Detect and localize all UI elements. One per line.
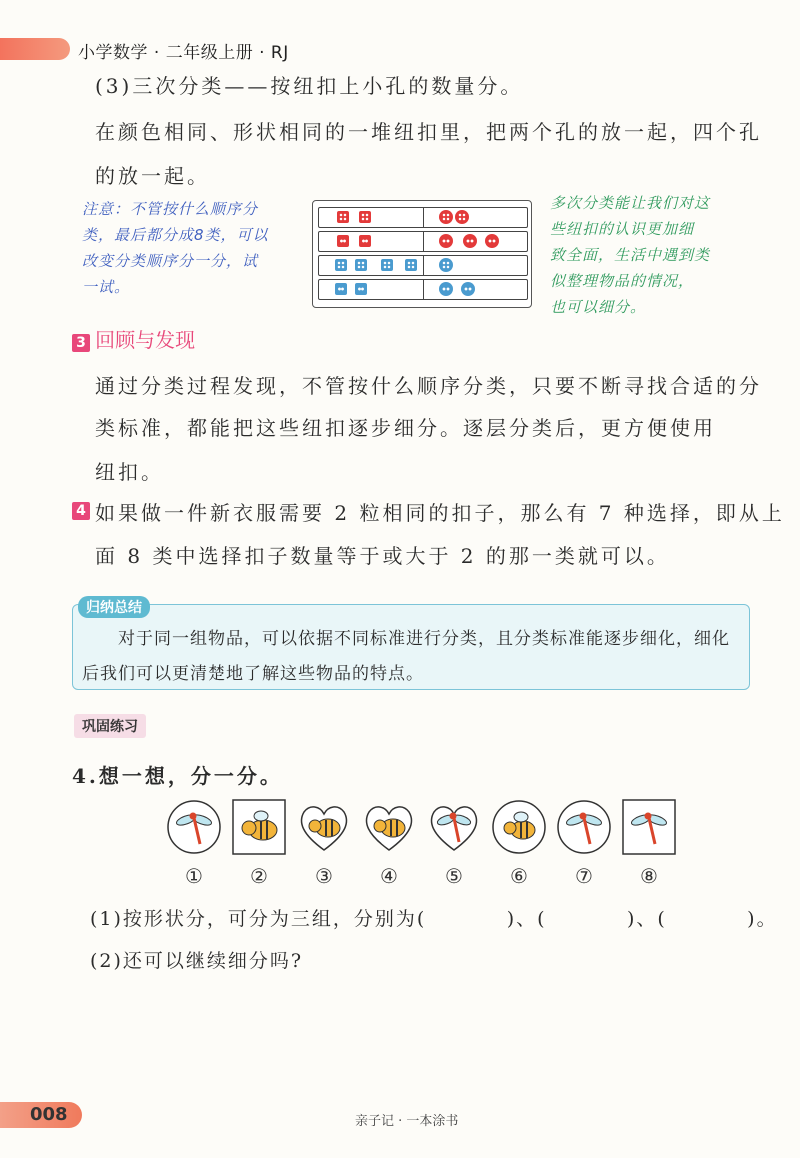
part3-title: (3)三次分类——按纽扣上小孔的数量分。 <box>95 74 524 98</box>
button-row-blue-two <box>318 279 528 300</box>
review-line: 类标准，都能把这些纽扣逐步细分。逐层分类后，更方便使用 <box>95 416 716 440</box>
blue-round-button-icon <box>461 282 475 296</box>
picture-label: ⑥ <box>510 864 528 888</box>
picture-label: ⑦ <box>575 864 593 888</box>
practice-q2: (2)还可以继续细分吗? <box>90 950 304 972</box>
dragonfly-in-square-icon <box>621 798 677 856</box>
review-number: 3 <box>72 334 90 352</box>
blue-square-button-icon <box>405 259 417 271</box>
summary-line: 后我们可以更清楚地了解这些物品的特点。 <box>82 664 424 684</box>
step4-number-box <box>72 500 90 520</box>
blue-square-button-icon <box>335 259 347 271</box>
red-square-button-icon <box>337 211 349 223</box>
red-square-button-icon <box>337 235 349 247</box>
page-number: 008 <box>30 1104 68 1125</box>
red-round-button-icon <box>439 210 453 224</box>
red-square-button-icon <box>359 235 371 247</box>
step4-number: 4 <box>72 502 90 520</box>
button-row-red-two <box>318 231 528 252</box>
blue-square-button-icon <box>381 259 393 271</box>
bee-in-heart-icon <box>296 798 352 856</box>
note-right-line: 致全面，生活中遇到类 <box>550 246 711 264</box>
button-classification-table <box>312 200 532 308</box>
blue-square-button-icon <box>335 283 347 295</box>
picture-label: ② <box>250 864 268 888</box>
dragonfly-in-heart-icon <box>426 798 482 856</box>
header-accent-bar <box>0 38 70 60</box>
red-round-button-icon <box>463 234 477 248</box>
picture-label: ③ <box>315 864 333 888</box>
red-square-button-icon <box>359 211 371 223</box>
practice-q1: (1)按形状分，可分为三组，分别为( )、( )、( )。 <box>90 908 778 930</box>
part3-line1: 在颜色相同、形状相同的一堆纽扣里，把两个孔的放一起，四个孔 <box>95 120 762 144</box>
review-line: 纽扣。 <box>95 460 164 484</box>
review-title: 回顾与发现 <box>95 328 196 352</box>
note-right <box>550 190 710 320</box>
dragonfly-in-circle-icon <box>166 798 222 856</box>
picture-label: ④ <box>380 864 398 888</box>
summary-line: 对于同一组物品，可以依据不同标准进行分类，且分类标准能逐步细化，细化 <box>118 629 730 649</box>
note-right-line: 多次分类能让我们对这 <box>550 194 711 212</box>
red-round-button-icon <box>485 234 499 248</box>
dragonfly-in-circle-icon <box>556 798 612 856</box>
note-left-line: 注意：不管按什么顺序分 <box>82 200 259 218</box>
button-row-red-square-four <box>318 207 528 228</box>
header-title: 小学数学 · 二年级上册 · RJ <box>78 43 289 63</box>
note-right-line: 也可以细分。 <box>550 298 647 316</box>
red-round-button-icon <box>455 210 469 224</box>
part3-line2: 的放一起。 <box>95 164 210 188</box>
blue-round-button-icon <box>439 258 453 272</box>
step4-line: 如果做一件新衣服需要 2 粒相同的扣子，那么有 7 种选择，即从上 <box>95 501 785 525</box>
note-left <box>82 196 269 300</box>
button-row-blue-four <box>318 255 528 276</box>
blue-round-button-icon <box>439 282 453 296</box>
note-left-line: 一试。 <box>82 278 131 296</box>
red-round-button-icon <box>439 234 453 248</box>
blue-square-button-icon <box>355 283 367 295</box>
footer-brand: 亲子记 · 一本涂书 <box>355 1114 459 1129</box>
review-heading <box>72 324 195 353</box>
note-left-line: 类，最后都分成8类，可以 <box>82 226 269 244</box>
picture-label: ⑤ <box>445 864 463 888</box>
note-left-line: 改变分类顺序分一分，试 <box>82 252 259 270</box>
practice-question: 4.想一想，分一分。 <box>72 764 283 788</box>
review-line: 通过分类过程发现，不管按什么顺序分类，只要不断寻找合适的分 <box>95 374 762 398</box>
bee-in-circle-icon <box>491 798 547 856</box>
picture-label: ① <box>185 864 203 888</box>
step4-line: 面 8 类中选择扣子数量等于或大于 2 的那一类就可以。 <box>95 544 670 568</box>
practice-label: 巩固练习 <box>74 714 146 738</box>
bee-in-square-icon <box>231 798 287 856</box>
summary-label: 归纳总结 <box>78 596 150 618</box>
note-right-line: 些纽扣的认识更加细 <box>550 220 695 238</box>
blue-square-button-icon <box>355 259 367 271</box>
picture-label: ⑧ <box>640 864 658 888</box>
note-right-line: 似整理物品的情况， <box>550 272 695 290</box>
bee-in-heart-icon <box>361 798 417 856</box>
